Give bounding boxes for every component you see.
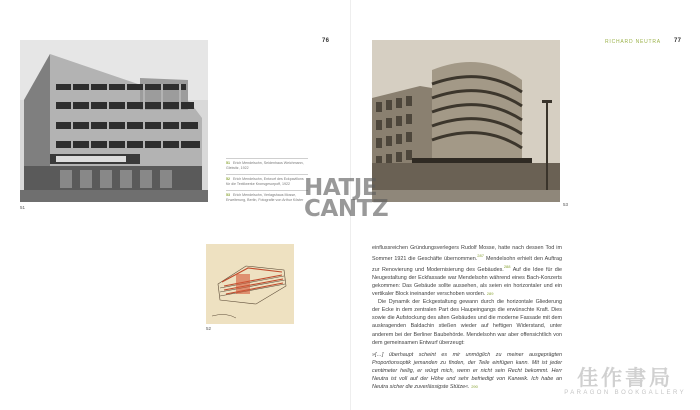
caption-number: 51 [226,161,230,165]
paragon-bookgallery-logo [564,362,686,396]
photo-seidenhaus-weichmann [20,40,208,202]
watermark-line-2: CANTZ [304,196,389,222]
caption-text: Erich Mendelsohn, Entwurf des Eckpavillons für die Textilwerke Kronsgesorpoff, 1922 [226,177,304,186]
running-head: RICHARD NEUTRA [605,39,661,45]
caption-52 [226,174,308,186]
building-photo-1 [20,40,208,202]
sketch-eckpavillon [206,244,294,324]
paragraph-2: Die Dynamik der Eckgestaltung gewann durch die horizontale Gliederung der Ecke in dem zentralen Part des Haupeingangs die erwünschte Kraft. Dies sowie die Aufstockung des alten Gebäudes und die moderne Fassade mit dem auskragenden Baldachin stießen wieder auf heftigen Widerstand, unter anderem bei der Berliner Baubehörde. Mendelsohn war aber offensichtlich von dem gemeinsamen Entwurf überzeugt: [372,299,562,346]
figure-number-52: 52 [206,326,212,331]
footnote-ref: 288 [503,263,511,269]
caption-text: Erich Mendelsohn, Seidenhaus Weichmann, Gleiwitz, 1922 [226,161,304,170]
caption-number: 52 [226,177,230,182]
left-page-number: 76 [322,38,330,44]
watermark-line-1: HATJE [304,175,378,201]
publisher-watermark [304,175,389,222]
building-photo-3 [372,40,560,202]
paragraph-1-text: einflussreichen Gründungsverlegers Rudolf Mosse, hatte nach dessen Tod im Sommer 1921 die Geschäfte übernommen. [372,245,562,262]
footnote-ref: 290 [471,384,478,390]
caption-53 [226,190,308,202]
footnote-ref: 287 [477,253,484,259]
quote-block [372,351,562,391]
footnote-ref: 289 [486,291,494,297]
caption-number: 53 [226,193,230,198]
paragraph-1-text-b: Mendelsohn erhielt den Auftrag zur Renovierung und Modernisierung des Gebäudes. [372,255,562,273]
paragraph-1 [372,244,562,298]
figure-number-51: 51 [20,205,26,210]
caption-list [226,158,308,207]
figure-number-53: 53 [563,202,569,207]
quote-text: »[…] überhaupt scheint es mir unmöglich zu meiner ausgeprägten Proportionsoptik jemanden zu finden, der Teile einfügen kann. Mit ist jeder centimeter heilig, er würgt mich, wenn er nicht sein Recht bekommt. Herr Neutra ist voll auf der Höhe und sehr befriedigt von Karweik. Ich habe an Neutra sicher die zuverlässigste Stütze«. [372,351,562,391]
brand-english: PARAGON BOOKGALLERY [564,390,686,396]
caption-51 [226,158,308,170]
caption-text: Erich Mendelsohn, Verlagshaus Mosse, Erweiterung, Berlin, Fotografie von Arthur Köster [226,193,304,202]
sketch-drawing [206,244,294,324]
photo-mosse-haus [372,40,560,202]
brand-chinese: 佳作書局 [577,366,674,390]
body-text [372,244,562,391]
right-page-number: 77 [674,38,682,44]
paragraph-1-text-c: Auf die Idee für die Neugestaltung der Eckfassade war Mendelsohn während eines Bach-Konzerts gekommen: Das Gebäude sollte aussehen, als seien ein horizontaler und ein vertikaler Block ineinander verschoben worden. [372,266,562,298]
